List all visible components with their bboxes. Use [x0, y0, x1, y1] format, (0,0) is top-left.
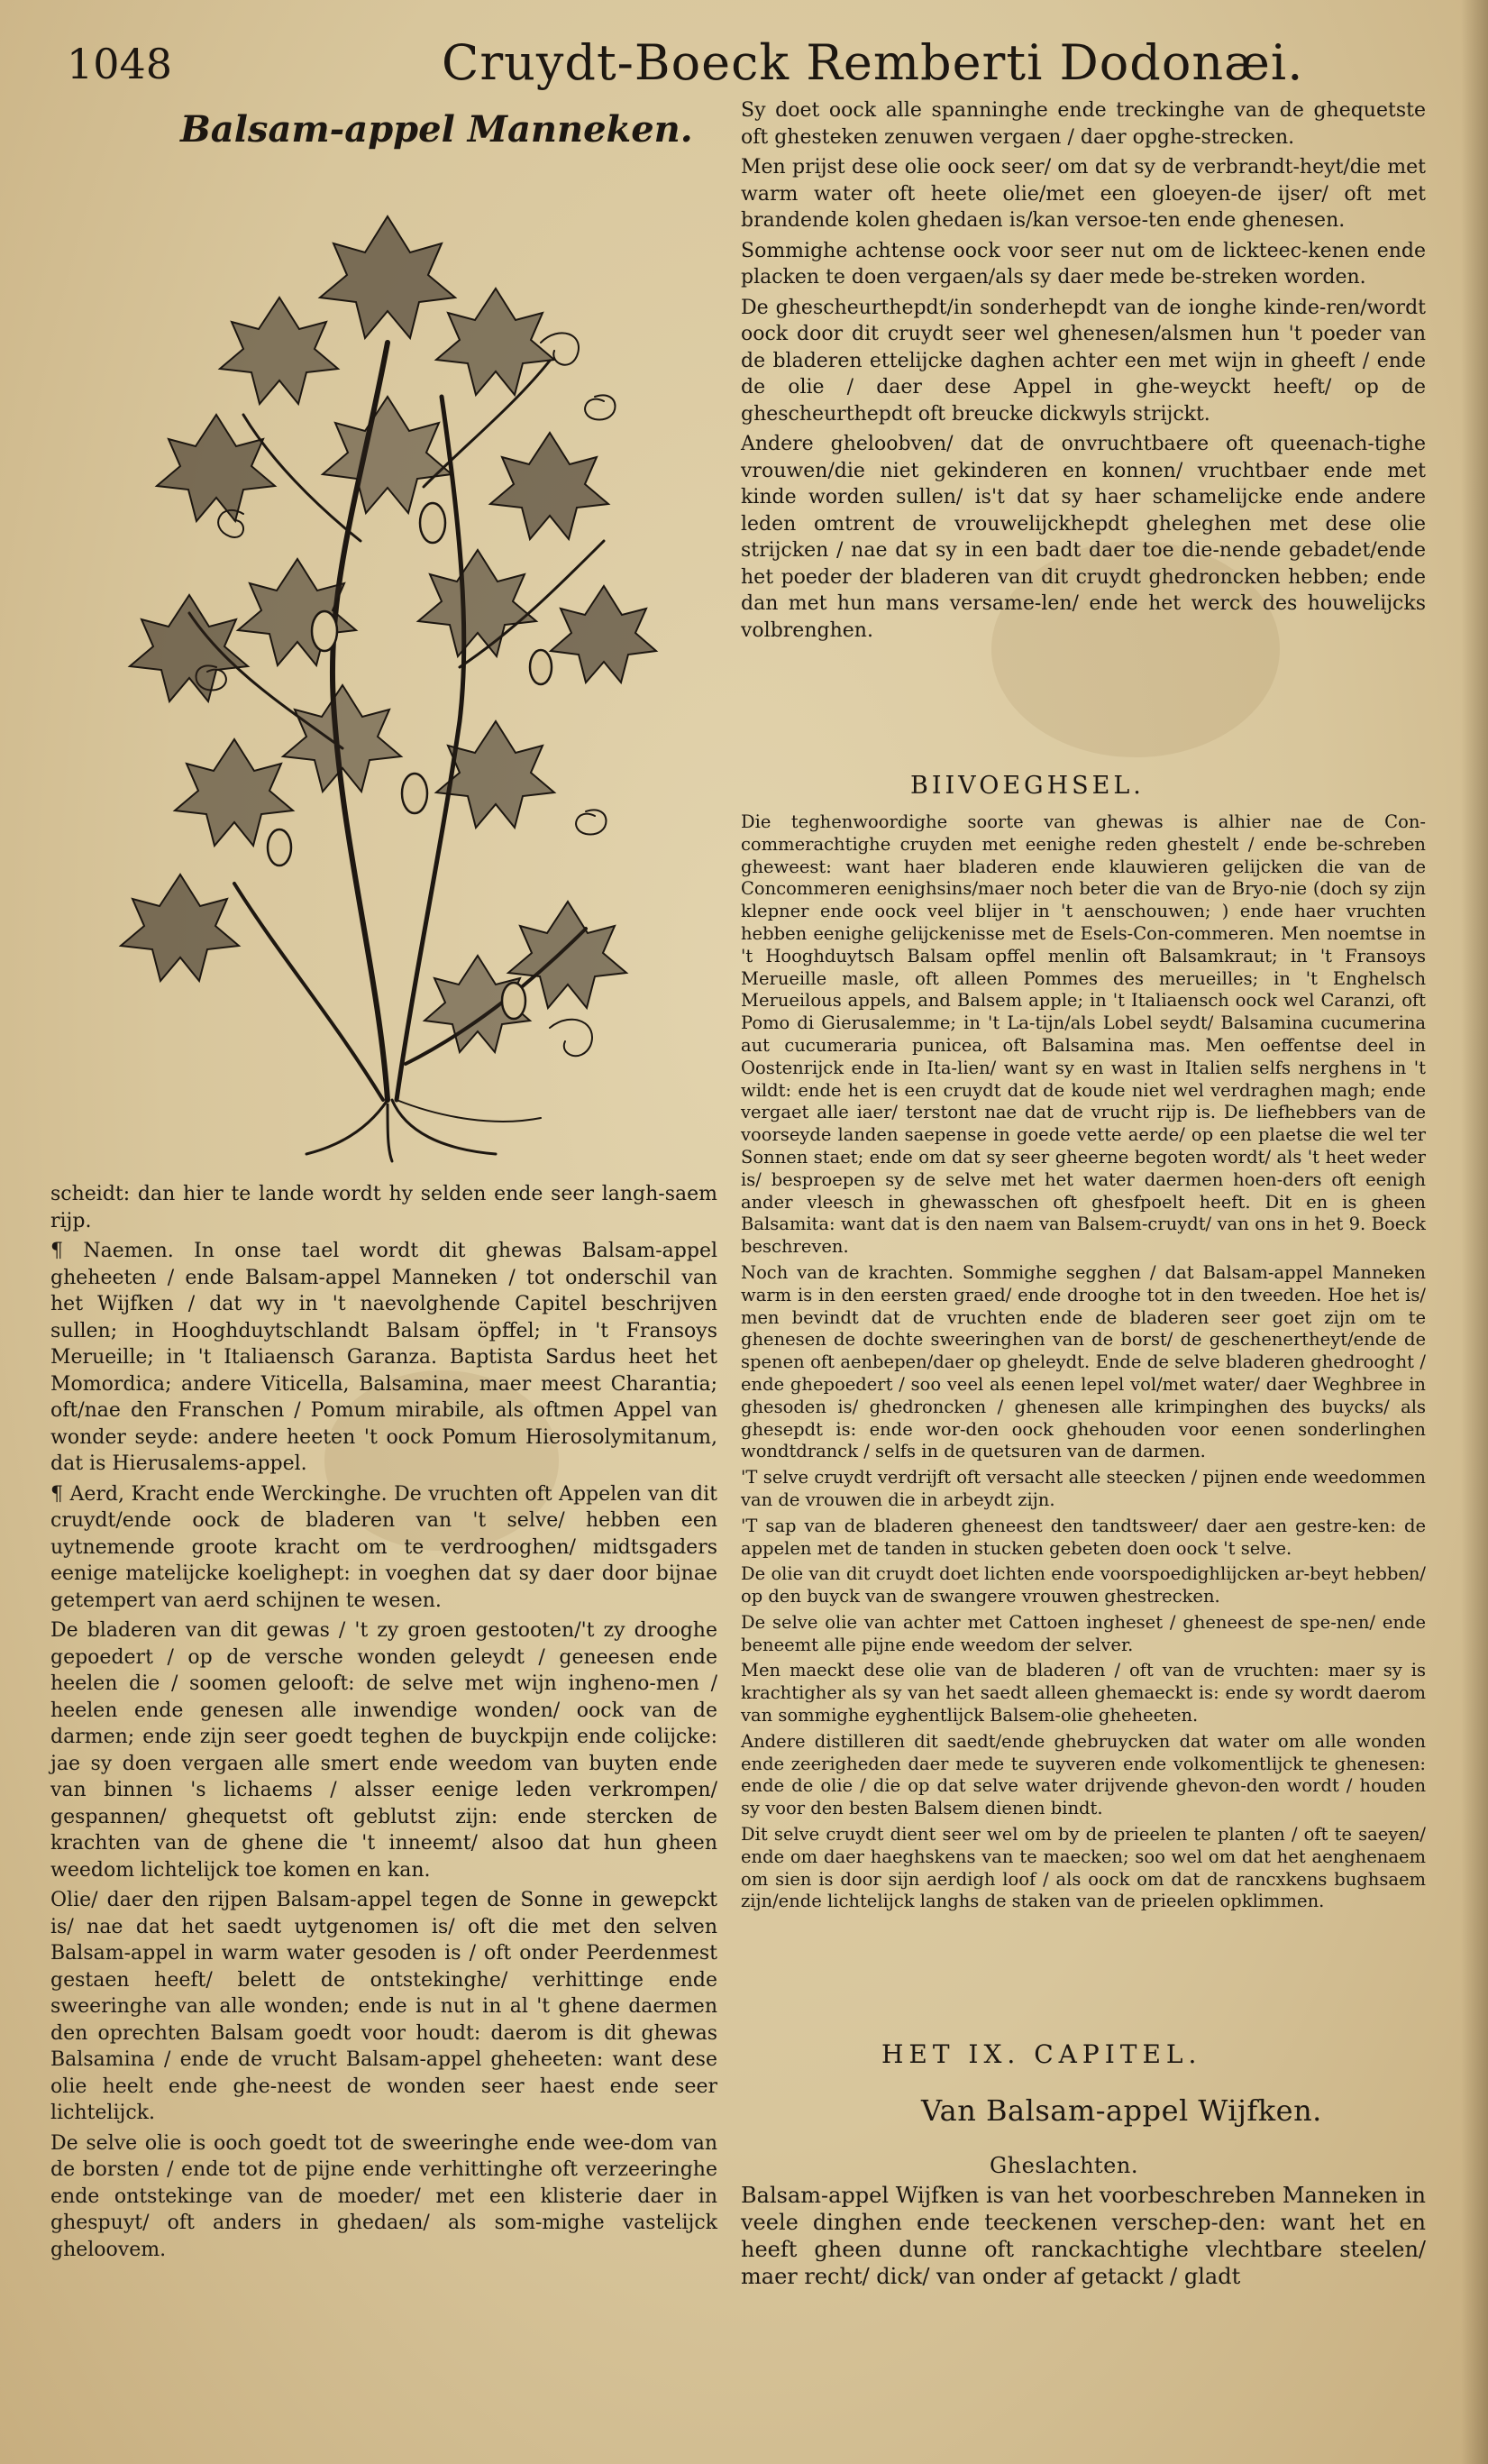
- page-edge-shadow: [1461, 0, 1488, 2464]
- chapter-text: [741, 2182, 1426, 2294]
- text-paragraph: De bladeren van dit gewas / 't zy groen gestooten/'t zy drooghe gepoedert / op de versche wonden geleydt / geneesen ende heelen die / soomen gelooft: de selve met wijn ingheno-men / heelen ende genesen alle inwendige wonden/ oock van de darmen; ende zijn seer goedt teghen de buyckpijn ende colijcke: jae sy doen vergaen alle smert ende weedom van buyten ende van binnen 's lichaems / alsser eenige leden verkrompen/ gespannen/ ghequetst oft geblutst zijn: ende stercken de krachten van de ghene die 't inneemt/ alsoo dat hun gheen weedom lichtelijck toe komen en kan.: [50, 1619, 717, 1882]
- text-paragraph: Die teghenwoordighe soorte van ghewas is alhier nae de Con-commerachtighe cruyden met eenighe reden ghestelt / ende be-schreben gheweest: want haer bladeren ende klauwieren gelijcken die van de Concommeren eenighsins/maer noch beter die van de Bryo-nie (doch sy zijn klepner ende oock veel blijer in 't aenschouwen; ) ende haer vruchten hebben eenighe gelijckenisse met de Esels-Con-commeren. Men noemtse in 't Hooghduytsch Balsam opffel menlin oft Balsamkraut; in 't Fransoys Merueille masle, oft alleen Pommes des merueilles; in 't Enghelsch Merueilous appels, and Balsem apple; in 't Italiaensch oock wel Caranzi, oft Pomo di Gierusalemme; in 't La-tijn/als Lobel seydt/ Balsamina cucumerina aut cucumeraria punicea, oft Balsamina mas. Men oeffentse deel in Oostenrijck ende in Ita-lien/ want sy en wast in Italien selfs nerghens in 't wildt: ende het is een cruydt dat de koude niet wel verdraghen magh; ende vergaet alle iaer/ terstont nae dat de vrucht rijp is. De liefhebbers van de voorseyde landen saepense in goede vette aerde/ op een plaetse die wel ter Sonnen staet; ende om dat sy seer gheerne begoten wordt/ als 't heet weder is/ besproepen sy de selve met het water daermen hoen-ders oft eenigh ander vleesch in ghewasschen oft ghesfpoelt heeft. Dit en is gheen Balsamita: want dat is den naem van Balsem-cruydt/ van ons in het 9. Boeck beschreven.: [741, 811, 1426, 1258]
- chapter-title: Van Balsam-appel Wijfken.: [921, 2093, 1322, 2128]
- text-paragraph: 'T sap van de bladeren gheneest den tandtsweer/ daer aen gestre-ken: de appelen met de tanden in stucken gebeten doen oock 't selve.: [741, 1515, 1426, 1559]
- text-paragraph: Men prijst dese olie oock seer/ om dat sy de verbrandt-heyt/die met warm water oft heete olie/met een gloeyen-de ijser/ oft met brandende kolen ghedaen is/kan versoe-ten ende ghenesen.: [741, 156, 1426, 232]
- naemen-paragraph: ¶ Naemen. In onse tael wordt dit ghewas Balsam-appel gheheeten / ende Balsam-appel Manneken / tot onderschil van het Wijfken / dat wy in 't naevolghende Capitel beschrijven sullen; in Hooghduytschlandt Balsam öpffel; in 't Fransoys Merueille; in 't Italiaensch Garanza. Baptista Sardus heet het Momordica; andere Viticella, Balsamina, maer meest Charantia; oft/nae den Franschen / Pomum mirabile, als oftmen Appel van wonder seyde: andere heeten 't oock Pomum Hierosolymitanum, dat is Hierusalems-appel.: [50, 1240, 717, 1475]
- bijvoeghsel-heading: BIIVOEGHSEL.: [910, 772, 1145, 800]
- text-paragraph: Sommighe achtense oock voor seer nut om de lickteec-kenen ende placken te doen vergaen/als sy daer mede be-streken worden.: [741, 239, 1426, 289]
- running-title: Cruydt-Boeck Remberti Dodonæi.: [442, 34, 1304, 91]
- text-paragraph: scheidt: dan hier te lande wordt hy selden ende seer langh-saem rijp.: [50, 1183, 717, 1232]
- section-heading: Gheslachten.: [990, 2153, 1138, 2178]
- aerd-kracht-paragraph: ¶ Aerd, Kracht ende Werckinghe. De vruchten oft Appelen van dit cruydt/ende oock de bladeren van 't selve/ hebben een uytnemende groote kracht om te verdrooghen/ midtsgaders eenige matelijcke koelighept: in voeghen dat sy daer door bijnae getempert van aerd schijnen te wesen.: [50, 1482, 717, 1612]
- page-number: 1048: [67, 40, 173, 88]
- chapter-heading: HET IX. CAPITEL.: [881, 2039, 1202, 2069]
- plant-caption: Balsam-appel Manneken.: [180, 108, 693, 151]
- text-paragraph: Balsam-appel Wijfken is van het voorbeschreben Manneken in veele dinghen ende teeckenen verschep-den: want het en heeft gheen dunne oft ranckachtighe vlechtbare steelen/ maer recht/ dick/ van onder af getackt / gladt: [741, 2183, 1426, 2289]
- text-paragraph: Noch van de krachten. Sommighe segghen / dat Balsam-appel Manneken warm is in den eersten graed/ ende drooghe tot in den tweeden. Hoe het is/ men bevindt dat de vruchten ende de bladeren seer goet zijn om te ghenesen de dochte sweeringhen van de borst/ de geschenertheyt/ende de spenen oft aenbepen/daer op gheleydt. Ende de selve bladeren ghedrooght / ende ghepoedert / soo veel als eenen lepel vol/met water/ daer Weghbree in ghesoden is/ ghedroncken / ghenesen alle krimpinghen des buycks/ als ghesepdt is: ende wor-den oock ghehouden voor eenen sonderlinghen wondtdranck / selfs in de quetsuren van de darmen.: [741, 1261, 1426, 1462]
- text-paragraph: De selve olie is ooch goedt tot de sweeringhe ende wee-dom van de borsten / ende tot de pijne ende verhittinghe oft verzeeringhe ende ontstekinge van de moeder/ met een klisterie daer in ghespuyt/ oft anders in ghedaen/ als som-mighe vastelijck gheloovem.: [50, 2131, 717, 2261]
- text-paragraph: Dit selve cruydt dient seer wel om by de prieelen te planten / oft te saeyen/ ende om daer haeghskens van te maecken; soo wel om dat het aenghenaem om sien is door sijn aerdigh loof / als oock om dat de rancxkens bughsaem zijn/ende lichtelijck langhs de staken van de prieelen opklimmen.: [741, 1824, 1426, 1912]
- text-paragraph: De selve olie van achter met Cattoen ingheset / gheneest de spe-nen/ ende beneemt alle pijne ende weedom der selver.: [741, 1611, 1426, 1655]
- text-paragraph: De olie van dit cruydt doet lichten ende voorspoedighlijcken ar-beyt hebben/ op den buyck van de swangere vrouwen ghestrecken.: [741, 1563, 1426, 1608]
- balsam-apple-woodcut: [117, 162, 676, 1163]
- bijvoeghsel-text: [741, 811, 1426, 1917]
- text-paragraph: Andere distilleren dit saedt/ende ghebruycken dat water om alle wonden ende zeerigheden daer mede te suyveren ende volkomentlijck te ghenesen: ende de olie / die op dat selve water drijvende ghevon-den wordt / houden sy voor den besten Balsem dienen bindt.: [741, 1730, 1426, 1819]
- text-paragraph: 'T selve cruydt verdrijft oft versacht alle steecken / pijnen ende weedommen van de vrouwen die in arbeydt zijn.: [741, 1467, 1426, 1510]
- left-column-text: [50, 1181, 717, 2267]
- text-paragraph: De ghescheurthepdt/in sonderhepdt van de ionghe kinde-ren/wordt oock door dit cruydt seer wel ghenesen/alsmen hun 't poeder van de bladeren ettelijcke daghen achter een met wijn in gheeft / ende de olie / daer dese Appel in ghe-weyckt heeft/ op de ghescheurthepdt oft breucke dickwyls strijckt.: [741, 296, 1426, 426]
- text-paragraph: Olie/ daer den rijpen Balsam-appel tegen de Sonne in gewepckt is/ nae dat het saedt uytgenomen is/ oft die met den selven Balsam-appel in warm water gesoden is / oft onder Peerdenmest gestaen heeft/ belett de ontstekinghe/ verhittinge ende sweeringhe van alle wonden; ende is nut in al 't ghene daermen den oprechten Balsam goedt voor houdt: daerom is dit ghewas Balsamina / ende de vrucht Balsam-appel gheheeten: want dese olie heelt ende ghe-neest de wonden seer haest ende seer lichtelijck.: [50, 1889, 717, 2124]
- right-column-top-text: [741, 97, 1426, 647]
- text-paragraph: Sy doet oock alle spanninghe ende treckinghe van de ghequetste oft ghesteken zenuwen vergaen / daer opghe-strecken.: [741, 99, 1426, 149]
- text-paragraph: Men maeckt dese olie van de bladeren / oft van de vruchten: maer sy is krachtigher als sy van het saedt alleen ghemaeckt is: ende sy wordt daerom van sommighe eyghentlijck Balsem-olie gheheeten.: [741, 1660, 1426, 1727]
- text-paragraph: Andere gheloobven/ dat de onvruchtbaere oft queenach-tighe vrouwen/die niet gekinderen en konnen/ vruchtbaer ende met kinde worden sullen/ is't dat sy haer schamelijcke ende andere leden omtrent de vrouwelijckhepdt gheleghen met dese olie strijcken / nae dat sy in een badt daer toe die-nende gebadet/ende het poeder der bladeren van dit cruydt ghedroncken hebben; ende dan met hun mans versame-len/ ende het werck des houwelijcks volbrenghen.: [741, 433, 1426, 642]
